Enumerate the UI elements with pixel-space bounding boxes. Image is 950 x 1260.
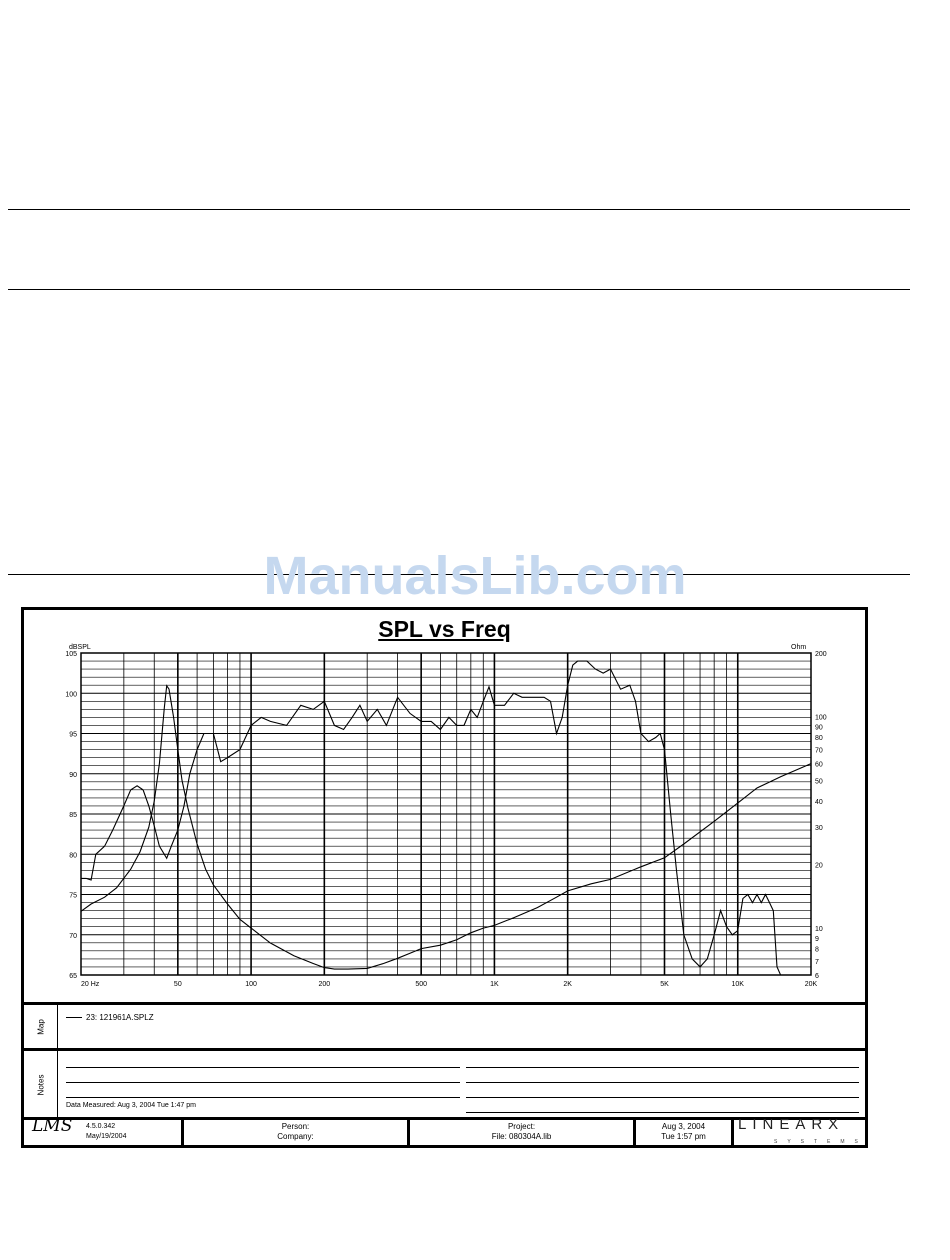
note-line [466,1067,859,1068]
x-tick-label: 20K [804,981,818,988]
y-right-tick-label: 7 [815,958,819,966]
y-left-tick-label: 85 [69,812,77,819]
y-left-tick-label: 105 [65,651,77,658]
y-right-tick-label: 100 [815,714,827,722]
person-label: Person: [281,1122,310,1131]
y-right-tick-label: 30 [815,825,823,833]
legend-entry [66,1013,154,1022]
footer-brand-cell [734,1116,868,1145]
y-right-tick-label: 40 [815,798,823,806]
footer-person-cell [184,1120,410,1145]
map-band [24,1002,865,1048]
x-tick-label: 100 [245,981,257,988]
linearx-sub: SYSTEMS [774,1139,868,1145]
note-line [66,1082,460,1083]
note-line [466,1082,859,1083]
note-line [66,1097,460,1098]
x-tick-label: 5K [660,981,669,988]
x-tick-label: 50 [173,981,182,988]
y-right-tick-label: 90 [815,724,823,732]
date-line-1: Aug 3, 2004 [661,1122,706,1131]
legend-line-icon [66,1017,82,1018]
spl-series-line [81,661,787,975]
y-left-tick-label: 100 [65,691,77,699]
footer-version-cell [24,1116,184,1145]
notes-band [24,1048,865,1119]
y-right-tick-label: 80 [815,735,823,743]
y-right-tick-label: 50 [815,778,823,786]
y-left-tick-label: 70 [69,932,77,940]
x-tick-label: 200 [318,981,331,988]
spl-chart [24,610,865,995]
version-number: 4.5.0.342 [86,1123,116,1130]
x-tick-label: 1K [490,981,499,988]
y-right-tick-label: 20 [815,862,823,870]
chart-title: SPL vs Freq [378,616,511,642]
x-tick-label: 20 Hz [81,981,100,988]
middle-rule [8,289,910,290]
measurement-sheet [21,607,868,1148]
y-left-tick-label: 90 [69,771,77,779]
y-left-tick-label: 75 [69,892,77,900]
top-rule [8,209,910,210]
notes-label: Notes [36,1074,45,1096]
y-left-unit: dBSPL [69,644,91,651]
map-label: Map [36,1018,45,1035]
y-left-tick-label: 65 [69,973,77,980]
project-label: Project: [507,1122,536,1131]
y-left-tick-label: 95 [69,731,77,739]
footer-project-cell [410,1120,636,1145]
y-right-tick-label: 70 [815,747,823,755]
y-right-tick-label: 10 [815,926,823,934]
x-tick-label: 500 [415,981,428,988]
y-left-tick-label: 80 [69,852,77,860]
y-right-tick-label: 8 [815,946,819,954]
version-block [86,1122,126,1142]
lms-logo: LMS [32,1116,73,1136]
map-label-cell [24,1005,58,1048]
date-line-2: Tue 1:57 pm [661,1132,706,1141]
company-label: Company: [277,1132,314,1141]
file-label: File: 080304A.lib [491,1132,552,1141]
notes-label-cell [24,1051,58,1119]
note-line [466,1112,859,1113]
x-tick-label: 2K [563,981,572,988]
y-right-tick-label: 200 [815,651,827,658]
footer [24,1116,868,1145]
watermark: ManualsLib.com [263,546,687,606]
linearx-logo: LINEARX [738,1116,845,1133]
y-right-tick-label: 60 [815,761,823,769]
note-line [466,1097,859,1098]
version-date: May/19/2004 [86,1133,127,1140]
legend-text: 23: 121961A.SPLZ [86,1013,154,1022]
x-tick-label: 10K [731,981,744,988]
y-right-unit: Ohm [791,644,807,651]
y-right-tick-label: 9 [815,935,819,943]
y-right-tick-label: 6 [815,973,819,980]
note-line [66,1067,460,1068]
measured-text: Data Measured: Aug 3, 2004 Tue 1:47 pm [66,1102,196,1109]
footer-date-cell [636,1120,734,1145]
